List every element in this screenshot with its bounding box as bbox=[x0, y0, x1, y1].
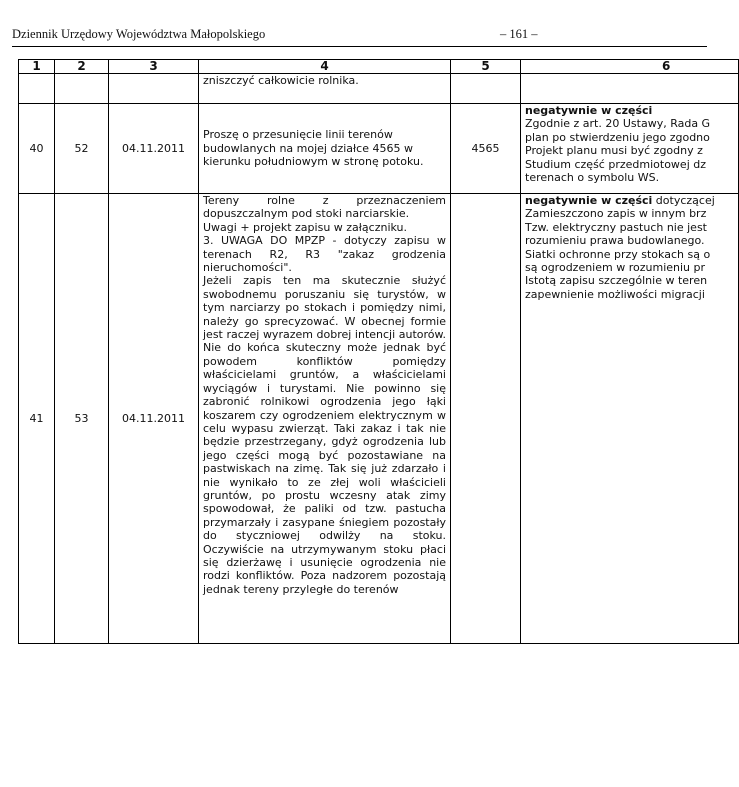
column-header-3: 3 bbox=[109, 60, 199, 74]
table-row bbox=[19, 194, 739, 644]
resolution-heading: negatywnie w części bbox=[525, 194, 653, 207]
resolution-line: Istotą zapisu szczególnie w teren bbox=[525, 274, 708, 288]
resolution-line: są ogrodzeniem w rozumieniu pr bbox=[525, 261, 706, 275]
table-cell bbox=[451, 74, 521, 104]
row-parcel: 4565 bbox=[451, 104, 521, 194]
table-cell bbox=[19, 74, 55, 104]
content-paragraph: Uwagi + projekt zapisu w załączniku. bbox=[203, 220, 408, 234]
row-date: 04.11.2011 bbox=[109, 194, 199, 644]
content-paragraph: Tereny rolne z przeznaczeniem dopuszczalnym pod stoki narciarskie. bbox=[203, 194, 446, 221]
table-cell bbox=[109, 74, 199, 104]
row-number: 52 bbox=[55, 104, 109, 194]
journal-title: Dziennik Urzędowy Województwa Małopolskiego bbox=[12, 27, 266, 41]
resolution-line: Tzw. elektryczny pastuch nie jest bbox=[525, 220, 707, 234]
continuation-text: zniszczyć całkowicie rolnika. bbox=[199, 74, 451, 104]
row-resolution bbox=[521, 104, 739, 194]
page-header bbox=[12, 26, 707, 47]
row-content bbox=[199, 194, 451, 644]
resolution-heading: negatywnie w części bbox=[525, 104, 653, 117]
resolution-line: Studium część przedmiotowej dz bbox=[525, 157, 707, 171]
resolution-line: rozumieniu prawa budowlanego. bbox=[525, 234, 705, 248]
column-header-4: 4 bbox=[199, 60, 451, 74]
resolution-line: plan po stwierdzeniu jego zgodno bbox=[525, 130, 710, 144]
resolution-line: zapewnienie możliwości migracji bbox=[525, 287, 705, 301]
row-number: 53 bbox=[55, 194, 109, 644]
row-date: 04.11.2011 bbox=[109, 104, 199, 194]
row-lp: 41 bbox=[19, 194, 55, 644]
row-lp: 40 bbox=[19, 104, 55, 194]
resolution-heading-suffix: dotyczącej bbox=[652, 194, 715, 207]
column-header-6: 6 bbox=[521, 60, 739, 74]
page-number: – 161 – bbox=[500, 27, 538, 41]
column-header-1: 1 bbox=[19, 60, 55, 74]
continuation-row bbox=[19, 74, 739, 104]
table-cell bbox=[521, 74, 739, 104]
column-header-2: 2 bbox=[55, 60, 109, 74]
row-resolution bbox=[521, 194, 739, 644]
resolution-line: Zamieszczono zapis w innym brz bbox=[525, 207, 707, 221]
row-content: Proszę o przesunięcie linii terenów budowlanych na mojej działce 4565 w kierunku południowym w stronę potoku. bbox=[199, 104, 451, 194]
table-header-row bbox=[19, 60, 739, 74]
table-cell bbox=[55, 74, 109, 104]
resolution-line: Zgodnie z art. 20 Ustawy, Rada G bbox=[525, 117, 711, 131]
resolution-table-viewport bbox=[18, 59, 715, 629]
resolution-table bbox=[18, 59, 739, 644]
content-paragraph: 3. UWAGA DO MPZP - dotyczy zapisu w terenach R2, R3 "zakaz grodzenia nieruchomości". bbox=[203, 234, 446, 275]
column-header-5: 5 bbox=[451, 60, 521, 74]
resolution-line: Siatki ochronne przy stokach są o bbox=[525, 247, 711, 261]
resolution-line: terenach o symbolu WS. bbox=[525, 171, 660, 185]
content-paragraph: Jeżeli zapis ten ma skutecznie służyć swobodnemu poruszaniu się turystów, w tym narciarzy po stokach i pomiędzy nimi, należy go sprecyzować. W obecnej formie jest raczej wyrazem dobrej intencji autorów. Nie do końca skuteczny może jednak być powodem konfliktów pomiędzy właścicielami gruntów, a właścicielami wyciągów i turystami. Nie powinno się zabronić rolnikowi ogrodzenia jego łąki koszarem czy ogrodzeniem elektrycznym w celu wypasu zwierząt. Taki zakaz i tak nie będzie przestrzegany, gdyż ogrodzenia lub jego części mogą być pozostawiane na pastwiskach na zimę. Tak się już zdarzało i nie wynikało to ze złej woli właścicieli gruntów, po prostu wczesny atak zimy spowodował, że paliki od tzw. pastucha przymarzały i zasypane śniegiem pozostały do styczniowej odwilży na stoku. Oczywiście na utrzymywanym stoku płaci się dzierżawę i usunięcie ogrodzenia nie rodzi konfliktów. Poza nadzorem pozostają jednak tereny przyległe do terenów bbox=[203, 274, 446, 596]
resolution-line: Projekt planu musi być zgodny z bbox=[525, 144, 703, 158]
table-row bbox=[19, 104, 739, 194]
row-parcel bbox=[451, 194, 521, 644]
